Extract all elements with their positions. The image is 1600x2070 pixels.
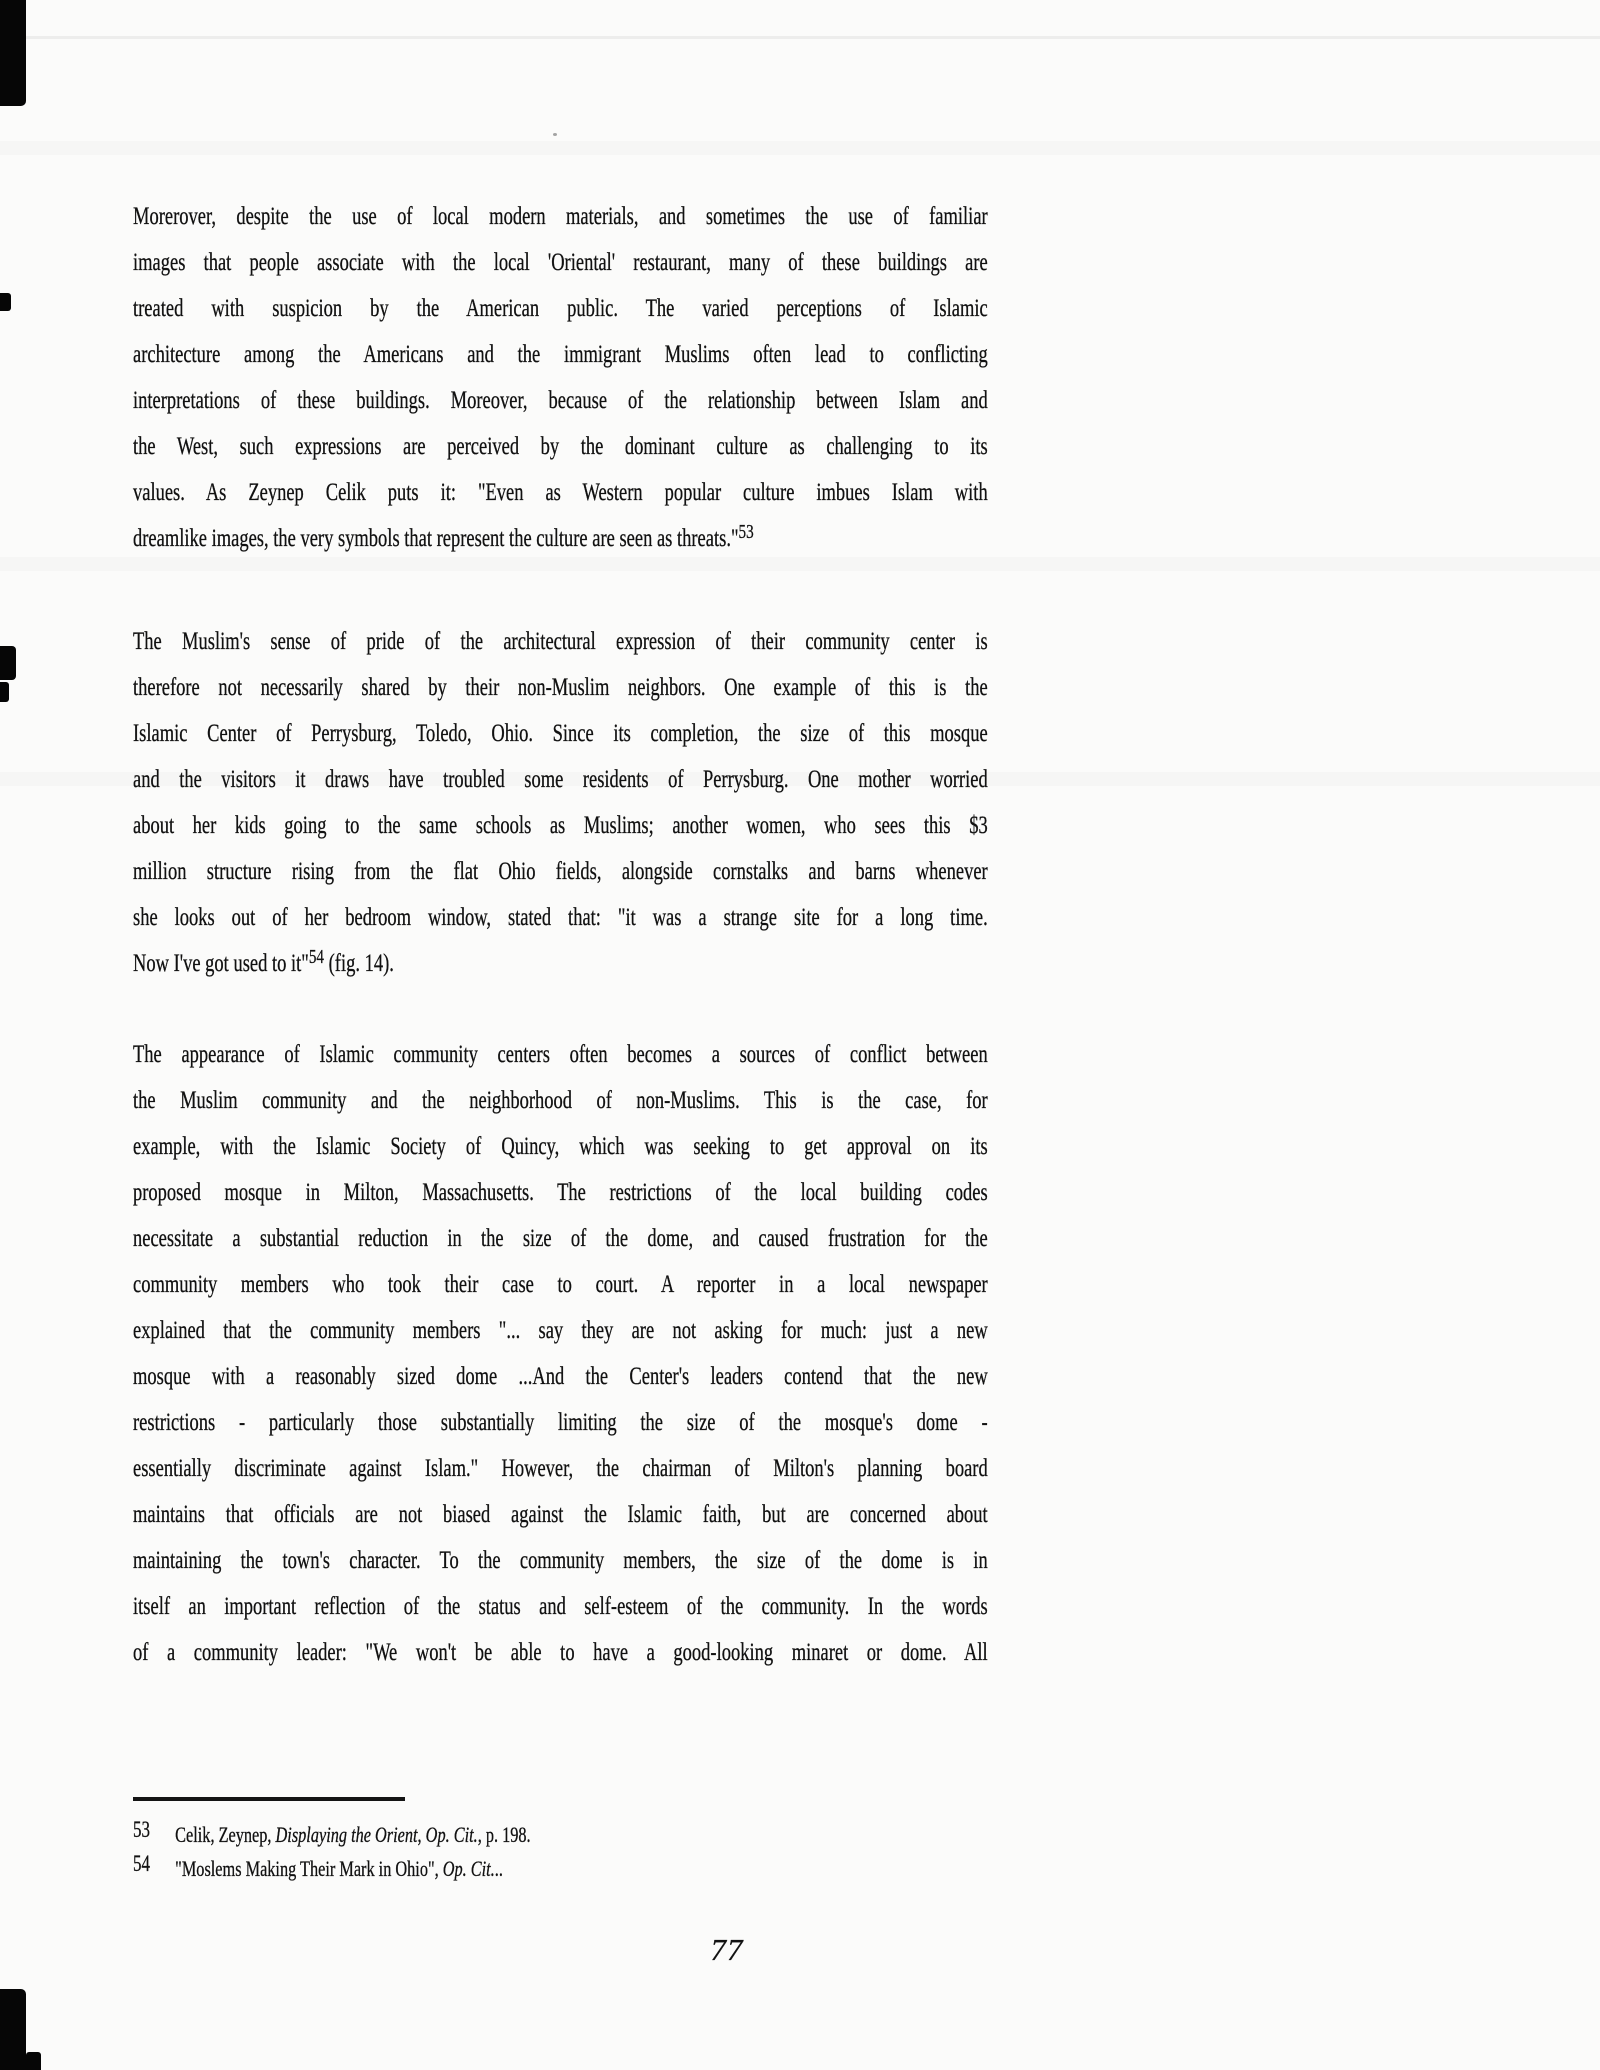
text-line: restrictions - particularly those substantially limiting the size of the mosque's dome - — [133, 1409, 988, 1436]
text-line: interpretations of these buildings. Moreover, because of the relationship between Islam and — [133, 387, 988, 414]
scan-artifact-left-nub — [0, 646, 16, 680]
footnote-text: , — [417, 1822, 426, 1847]
text-line: example, with the Islamic Society of Quincy, which was seeking to get approval on its — [133, 1133, 988, 1160]
footnote-53 — [133, 1818, 988, 1852]
text-line: therefore not necessarily shared by their non-Muslim neighbors. One example of this is the — [133, 674, 988, 701]
scan-artifact-bottom-left — [0, 1989, 26, 2070]
text-line: mosque with a reasonably sized dome ...And the Center's leaders contend that the new — [133, 1363, 988, 1390]
page-number: 77 — [710, 1932, 744, 1967]
footnote-number: 54 — [133, 1851, 151, 1876]
scan-band-artifact — [0, 141, 1600, 155]
text-line: Morerover, despite the use of local modern materials, and sometimes the use of familiar — [133, 203, 988, 230]
text-line: itself an important reflection of the status and self-esteem of the community. In the words — [133, 1593, 988, 1620]
text-line — [133, 516, 988, 562]
text-line: community members who took their case to court. A reporter in a local newspaper — [133, 1271, 988, 1298]
footnote-number: 53 — [133, 1817, 151, 1842]
footnote-ref-54: 54 — [308, 946, 325, 969]
paragraph-2 — [133, 619, 988, 987]
scan-speck-artifact — [553, 133, 557, 136]
text-line: treated with suspicion by the American public. The varied perceptions of Islamic — [133, 295, 988, 322]
paragraph-1 — [133, 194, 988, 562]
text-line: essentially discriminate against Islam." However, the chairman of Milton's planning board — [133, 1455, 988, 1482]
footnote-title-italic: Displaying the Orient — [275, 1822, 418, 1847]
text-line: she looks out of her bedroom window, stated that: "it was a strange site for a long time. — [133, 904, 988, 931]
text-line: maintaining the town's character. To the community members, the size of the dome is in — [133, 1547, 988, 1574]
text-line: architecture among the Americans and the immigrant Muslims often lead to conflicting — [133, 341, 988, 368]
text-line: the West, such expressions are perceived by the dominant culture as challenging to its — [133, 433, 988, 460]
text-line: The Muslim's sense of pride of the architectural expression of their community center is — [133, 628, 988, 655]
text-line: Islamic Center of Perrysburg, Toledo, Ohio. Since its completion, the size of this mosque — [133, 720, 988, 747]
text-line: about her kids going to the same schools as Muslims; another women, who sees this $3 — [133, 812, 988, 839]
scan-artifact-left-nub — [0, 293, 11, 311]
scanline-artifact — [0, 36, 1600, 39]
footnote-text: .. — [494, 1856, 503, 1881]
text-line: of a community leader: "We won't be able to have a good-looking minaret or dome. All — [133, 1639, 988, 1666]
line-text: (fig. 14). — [324, 950, 394, 977]
scan-artifact-bottom-nub — [26, 2052, 41, 2070]
text-line: values. As Zeynep Celik puts it: "Even as Western popular culture imbues Islam with — [133, 479, 988, 506]
scan-artifact-left-nub — [0, 682, 9, 702]
text-line — [133, 941, 988, 987]
footnote-opcit-italic: Op. Cit. — [442, 1856, 495, 1881]
paragraph-3 — [133, 1032, 988, 1676]
text-line: explained that the community members "... say they are not asking for much: just a new — [133, 1317, 988, 1344]
text-line: proposed mosque in Milton, Massachusetts. The restrictions of the local building codes — [133, 1179, 988, 1206]
footnote-text: Celik, Zeynep, — [175, 1822, 276, 1847]
text-line: and the visitors it draws have troubled some residents of Perrysburg. One mother worried — [133, 766, 988, 793]
text-line: million structure rising from the flat Ohio fields, alongside cornstalks and barns whenever — [133, 858, 988, 885]
footnote-54 — [133, 1852, 988, 1886]
text-line: the Muslim community and the neighborhood of non-Muslims. This is the case, for — [133, 1087, 988, 1114]
footnotes — [133, 1818, 1288, 1886]
text-line: The appearance of Islamic community centers often becomes a sources of conflict between — [133, 1041, 988, 1068]
scan-artifact-top-left — [0, 0, 26, 106]
footnote-text: "Moslems Making Their Mark in Ohio", — [175, 1856, 443, 1881]
footnote-opcit-italic: Op. Cit. — [425, 1822, 478, 1847]
text-line: necessitate a substantial reduction in the size of the dome, and caused frustration for the — [133, 1225, 988, 1252]
text-line: images that people associate with the local 'Oriental' restaurant, many of these buildings are — [133, 249, 988, 276]
line-text: dreamlike images, the very symbols that represent the culture are seen as threats." — [133, 525, 739, 552]
text-line: maintains that officials are not biased against the Islamic faith, but are concerned about — [133, 1501, 988, 1528]
line-text: Now I've got used to it" — [133, 950, 309, 977]
footnote-divider — [133, 1797, 405, 1801]
footnote-text: , p. 198. — [477, 1822, 531, 1847]
footnote-ref-53: 53 — [738, 521, 754, 544]
